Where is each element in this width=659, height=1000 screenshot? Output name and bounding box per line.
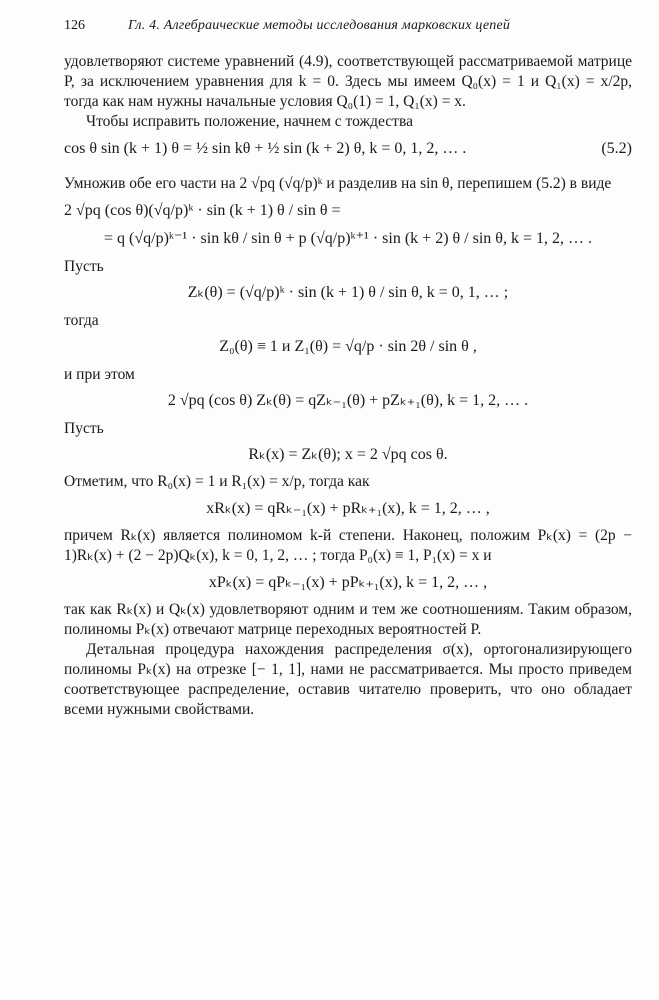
equation-r-def-body: Rₖ(x) = Zₖ(θ); x = 2 √pq cos θ.	[248, 446, 448, 463]
label-pust-2: Пусть	[64, 420, 104, 437]
equation-2b	[64, 228, 632, 250]
paragraph-4: Отметим, что R₀(x) = 1 и R₁(x) = x/p, тогда как	[64, 473, 370, 490]
running-title: Гл. 4. Алгебраические методы исследования марковских цепей	[128, 18, 511, 33]
page-header	[64, 18, 632, 34]
equation-recurrence-z-body: 2 √pq (cos θ) Zₖ(θ) = qZₖ₋₁(θ) + pZₖ₊₁(θ), k = 1, 2, … .	[167, 392, 529, 409]
paragraph-5: причем Rₖ(x) является полиномом k-й степени. Наконец, положим Pₖ(x) = (2p − 1)Rₖ(x) + (2 − 2p)Qₖ(x), k = 0, 1, 2, … ; тогда P₀(x) ≡ 1, P₁(x) = x и	[64, 527, 632, 564]
label-togda: тогда	[64, 312, 99, 329]
paragraph-7: Детальная процедура нахождения распределения σ(x), ортогонализирующего полиномы Pₖ(x) на отрезке [− 1, 1], нами не рассматривается. Мы просто приведем соответствующее распределение, оставив читателю проверить, что оно обладает всеми нужными свойствами.	[64, 641, 632, 718]
equation-r-def	[64, 444, 632, 466]
page	[64, 18, 632, 720]
equation-z0-body: Z₀(θ) ≡ 1 и Z₁(θ) = √q/p · sin 2θ / sin θ ,	[219, 338, 477, 355]
paragraph-3: Умножив обе его части на 2 √pq (√q/p)ᵏ и разделив на sin θ, перепишем (5.2) в виде	[64, 175, 612, 192]
equation-recurrence-z	[64, 390, 632, 412]
equation-recurrence-r	[64, 498, 632, 520]
label-pri-etom: и при этом	[64, 366, 135, 383]
equation-z-body: Zₖ(θ) = (√q/p)ᵏ · sin (k + 1) θ / sin θ, k = 0, 1, … ;	[187, 284, 509, 301]
equation-2a-body: 2 √pq (cos θ)(√q/p)ᵏ · sin (k + 1) θ / sin θ =	[64, 202, 341, 219]
equation-2a	[64, 200, 632, 222]
equation-recurrence-p	[64, 572, 632, 594]
equation-2b-body: = q (√q/p)ᵏ⁻¹ · sin kθ / sin θ + p (√q/p)ᵏ⁺¹ · sin (k + 2) θ / sin θ, k = 1, 2, … .	[104, 230, 592, 247]
label-pust-1: Пусть	[64, 258, 104, 275]
page-number: 126	[64, 18, 85, 33]
equation-recurrence-r-body: xRₖ(x) = qRₖ₋₁(x) + pRₖ₊₁(x), k = 1, 2, … ,	[206, 500, 490, 517]
paragraph-2: Чтобы исправить положение, начнем с тождества	[86, 113, 413, 130]
paragraph-6: так как Rₖ(x) и Qₖ(x) удовлетворяют одним и тем же соотношениям. Таким образом, полиномы Pₖ(x) отвечают матрице переходных вероятностей P.	[64, 601, 632, 638]
equation-5-2-body: cos θ sin (k + 1) θ = ½ sin kθ + ½ sin (k + 2) θ, k = 0, 1, 2, … .	[64, 140, 467, 157]
equation-number: (5.2)	[601, 140, 632, 157]
equation-z0	[64, 336, 632, 358]
equation-recurrence-p-body: xPₖ(x) = qPₖ₋₁(x) + pPₖ₊₁(x), k = 1, 2, … ,	[208, 574, 488, 591]
equation-z	[64, 282, 632, 304]
paragraph-1: удовлетворяют системе уравнений (4.9), соответствующей рассматриваемой матрице P, за исключением уравнения для k = 0. Здесь мы имеем Q₀(x) = 1 и Q₁(x) = x/2p, тогда как нам нужны начальные условия Q₀(1) = 1, Q₁(x) = x.	[64, 53, 632, 110]
equation-5-2	[64, 138, 632, 160]
